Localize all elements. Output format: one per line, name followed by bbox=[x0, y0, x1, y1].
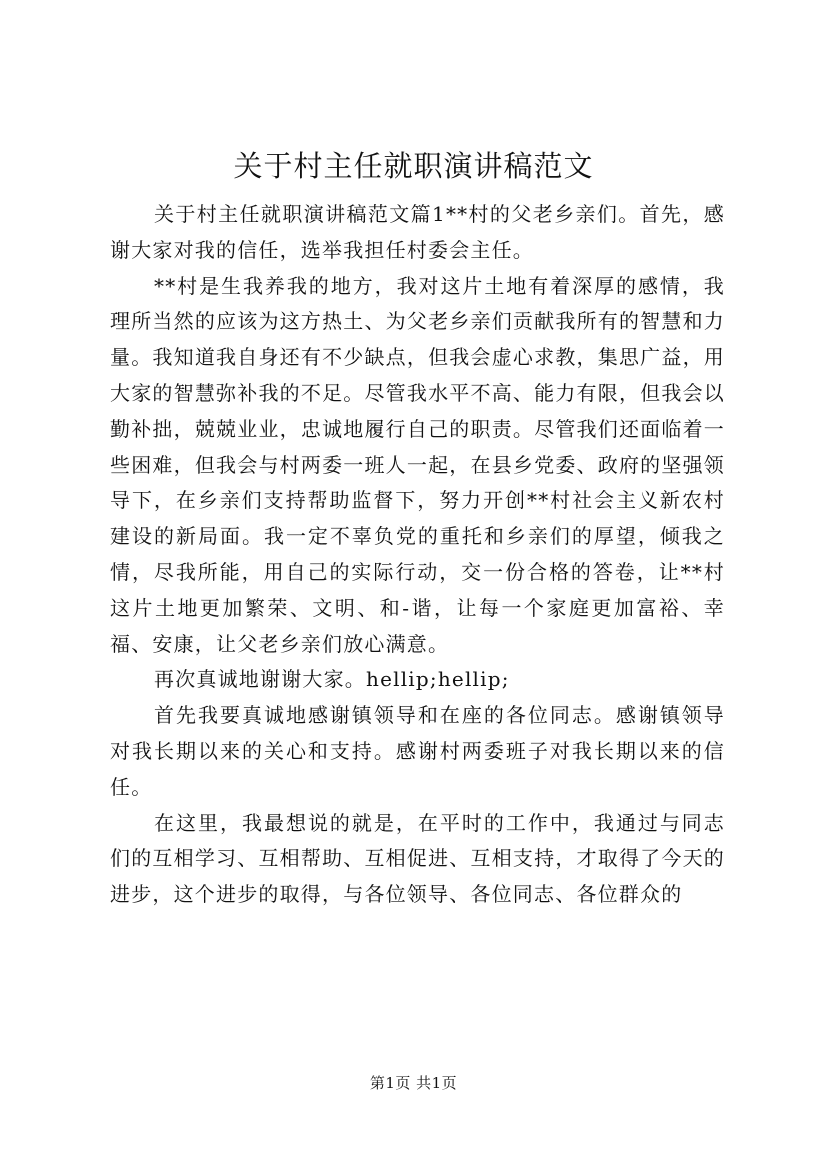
paragraph-2: **村是生我养我的地方，我对这片土地有着深厚的感情，我理所当然的应该为这方热土、为父老乡亲们贡献我所有的智慧和力量。我知道我自身还有不少缺点，但我会虚心求教，集思广益，用大家的智慧弥补我的不足。尽管我水平不高、能力有限，但我会以勤补拙，兢兢业业，忠诚地履行自己的职责。尽管我们还面临着一些困难，但我会与村两委一班人一起，在县乡党委、政府的坚强领导下，在乡亲们支持帮助监督下，努力开创**村社会主义新农村建设的新局面。我一定不辜负党的重托和乡亲们的厚望，倾我之情，尽我所能，用自己的实际行动，交一份合格的答卷，让**村这片土地更加繁荣、文明、和-谐，让每一个家庭更加富裕、幸福、安康，让父老乡亲们放心满意。 bbox=[110, 273, 725, 656]
document-title: 关于村主任就职演讲稿范文 bbox=[233, 149, 594, 183]
page-footer: 第1页 共1页 bbox=[369, 1074, 458, 1092]
paragraph-3: 再次真诚地谢谢大家。hellip;hellip; bbox=[154, 667, 510, 692]
paragraph-5: 在这里，我最想说的就是，在平时的工作中，我通过与同志们的互相学习、互相帮助、互相促进、互相支持，才取得了今天的进步，这个进步的取得，与各位领导、各位同志、各位群众的 bbox=[110, 810, 725, 907]
paragraph-1: 关于村主任就职演讲稿范文篇1**村的父老乡亲们。首先，感谢大家对我的信任，选举我担任村委会主任。 bbox=[110, 202, 725, 262]
document-body bbox=[110, 197, 725, 913]
paragraph-4: 首先我要真诚地感谢镇领导和在座的各位同志。感谢镇领导对我长期以来的关心和支持。感谢村两委班子对我长期以来的信任。 bbox=[110, 703, 725, 799]
